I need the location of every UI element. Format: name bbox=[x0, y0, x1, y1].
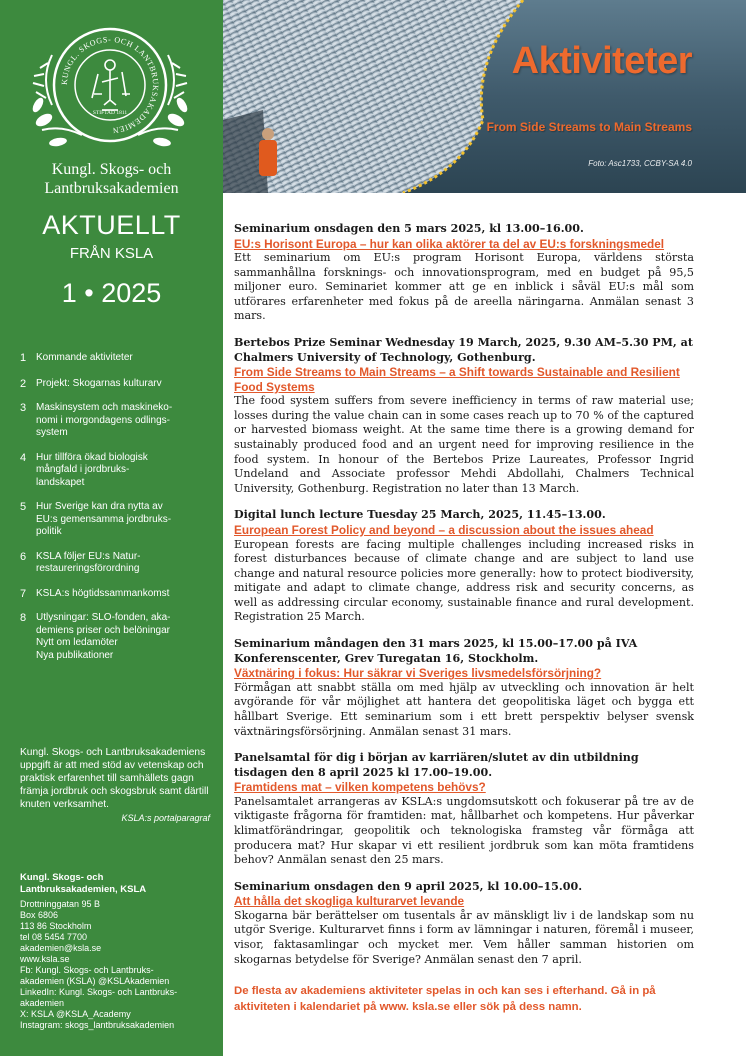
sidebar bbox=[0, 0, 223, 1056]
toc-item-number: 8 bbox=[20, 612, 27, 624]
event-title-link[interactable]: European Forest Policy and beyond – a discussion about the issues ahead bbox=[234, 523, 654, 537]
contact-line: akademien (KSLA) @KSLAkademien bbox=[20, 976, 170, 986]
contact-email-link[interactable]: akademien@ksla.se bbox=[20, 943, 102, 953]
contact-line: akademien bbox=[20, 998, 65, 1008]
event-header: Digital lunch lecture Tuesday 25 March, 2025, 11.45–13.00. bbox=[234, 508, 606, 522]
contact-line: 113 86 Stockholm bbox=[20, 921, 92, 931]
event-description: Panelsamtalet arrangeras av KSLA:s ungdomsutskott och fokuserar på tre av de viktigaste frågorna för framtiden: mat, hållbarhet och kompetens. Hur påverkar klimatförändringar, geopolitik och teknologiska framsteg vår förmåga att producera mat? Hur skapar vi ett resilient jordbruk som kan möta framtidens behov? Anmälan senast den 25 mars. bbox=[234, 794, 694, 867]
event-item bbox=[234, 336, 694, 496]
mission-statement bbox=[20, 746, 210, 825]
toc-item-number: 6 bbox=[20, 550, 27, 563]
event-description: Ett seminarium om EU:s program Horisont Europa, världens största sammanhållna forsknings- och innovationsprogram, med en budget på 95,5 miljoner euro. Seminariet kommer att ge en inblick i såväl EU:s mål som utförares erfarenheter med fokus på de areella näringarna. Anmälan senast 3 mars. bbox=[234, 251, 694, 323]
toc-item bbox=[20, 452, 220, 490]
contact-line: Instagram: skogs_lantbruksakademien bbox=[20, 1020, 175, 1030]
toc-item-text: Kommande aktiviteter bbox=[36, 352, 133, 363]
event-header: Seminarium måndagen den 31 mars 2025, kl 15.00–17.00 på IVA Konferenscenter, Grev Turegatan 16, Stockholm. bbox=[234, 637, 638, 665]
mission-source: KSLA:s portalparagraf bbox=[121, 813, 210, 823]
toc-item-number: 7 bbox=[20, 587, 27, 600]
event-title-link[interactable]: Att hålla det skogliga kulturarvet levande bbox=[234, 894, 465, 909]
contact-line: X: KSLA @KSLA_Academy bbox=[20, 1009, 131, 1019]
toc-item-number: 5 bbox=[20, 501, 27, 513]
toc-item-number: 3 bbox=[20, 402, 27, 414]
toc-item-text: Hur tillföra ökad biologisk mångfald i jordbruks- landskapet bbox=[36, 451, 148, 488]
academy-name-line-1: Kungl. Skogs- och bbox=[51, 161, 172, 178]
toc-item-text: Projekt: Skogarnas kulturarv bbox=[36, 377, 162, 389]
contact-line: LinkedIn: Kungl. Skogs- och Lantbruks- bbox=[20, 987, 178, 997]
issue-number: 1 • 2025 bbox=[61, 278, 162, 308]
contact-name: Kungl. Skogs- och Lantbruksakademien, KSLA bbox=[20, 872, 147, 895]
event-item bbox=[234, 751, 694, 868]
seal-ring-text: KUNGL. SKOGS- OCH LANTBRUKSAKADEMIEN bbox=[59, 34, 161, 136]
toc-item bbox=[20, 588, 220, 601]
event-description: Skogarna bär berättelser om tusentals år av mänskligt liv i de landskap som nu utgör Sverige. Kulturarvet finns i form av lämningar i naturen, föremål i museer, visor, faktasamlingar och mycket mer. Vem håller samman historien om skogarnas betydelse för Sverige? Anmälan senast den 7 april. bbox=[234, 908, 694, 966]
toc-item bbox=[20, 612, 220, 662]
event-title-link[interactable]: Växtnäring i fokus: Hur säkrar vi Sveriges livsmedelsförsörjning? bbox=[234, 666, 602, 681]
contact-website-link[interactable]: www.ksla.se bbox=[20, 954, 70, 964]
header-subtitle: From Side Streams to Main Streams bbox=[486, 120, 692, 134]
toc-item bbox=[20, 501, 220, 539]
header-photo bbox=[223, 0, 746, 193]
toc-item bbox=[20, 378, 220, 391]
event-title-link[interactable]: EU:s Horisont Europa – hur kan olika aktörer ta del av EU:s forskningsmedel bbox=[234, 236, 665, 251]
header-title: Aktiviteter bbox=[511, 40, 692, 82]
event-description: Förmågan att snabbt ställa om med hjälp av utveckling och innovation är helt avgörande för vår möjlighet att hantera det geopolitiska läget och bygga ett hållbart Sverige. Ett seminarium som i ett brett perspektiv belyser svensk växtnäringsförsörjning. Anmälan senast 31 mars. bbox=[234, 680, 694, 738]
event-header: Panelsamtal för dig i början av karriären/slutet av din utbildning tisdagen den 8 april 2025 kl 17.00–19.00. bbox=[234, 751, 639, 779]
event-header: Seminarium onsdagen den 9 april 2025, kl 10.00–15.00. bbox=[234, 879, 583, 893]
table-of-contents bbox=[20, 350, 220, 662]
academy-name-line-2: Lantbruksakademien bbox=[44, 180, 179, 197]
contact-phone: tel 08 5454 7700 bbox=[20, 932, 88, 942]
event-item bbox=[234, 637, 694, 739]
toc-item bbox=[20, 551, 220, 576]
toc-item-number: 1 bbox=[20, 352, 27, 364]
event-description: The food system suffers from severe inefficiency in terms of raw material use; losses during the value chain can in some cases reach up to 70 % of the captured or harvested biomass weight. At the same time there is a growing demand for sustainably produced food and an urgent need for improving resilience in the food system. In honour of the Bertebos Prize Laureates, Professor Ingrid Undeland and Associate professor Mehdi Abdollahi, Chalmers Technical University, Gothenburg. Registration no later than 13 March. bbox=[234, 394, 694, 495]
toc-item-text: Maskinsystem och maskineko- nomi i morgondagens odlings- system bbox=[36, 402, 173, 438]
toc-item-text: KSLA följer EU:s Natur- restaureringsförordning bbox=[36, 550, 141, 574]
event-item bbox=[234, 880, 694, 967]
event-header: Seminarium onsdagen den 5 mars 2025, kl 13.00–16.00. bbox=[234, 222, 584, 235]
toc-item-text: Hur Sverige kan dra nytta av EU:s gemensamma jordbruks- politik bbox=[36, 501, 172, 537]
toc-item-text: Utlysningar: SLO-fonden, aka- demiens priser och belöningar Nytt om ledamöter Nya publikationer bbox=[36, 612, 171, 661]
contact-line: Fb: Kungl. Skogs- och Lantbruks- bbox=[20, 965, 154, 975]
photo-credit: Foto: Asc1733, CCBY-SA 4.0 bbox=[588, 159, 692, 168]
recordings-note: De flesta av akademiens aktiviteter spelas in och kan ses i efterhand. Gå in på aktiviteten i kalendariet på www. ksla.se eller sök på dess namn. bbox=[234, 985, 656, 1014]
contact-line: Box 6806 bbox=[20, 910, 59, 920]
toc-item-number: 2 bbox=[20, 377, 27, 390]
toc-item bbox=[20, 402, 220, 440]
event-header: Bertebos Prize Seminar Wednesday 19 March, 2025, 9.30 AM–5.30 PM, at Chalmers University of Technology, Gothenburg. bbox=[234, 336, 693, 364]
ksla-seal-logo bbox=[22, 10, 198, 160]
event-title-link[interactable]: From Side Streams to Main Streams – a Shift towards Sustainable and Resilient Food Systems bbox=[234, 365, 680, 394]
event-item bbox=[234, 508, 694, 625]
contact-line: Drottninggatan 95 B bbox=[20, 899, 101, 909]
event-description: European forests are facing multiple challenges including increased risks in forest disturbances because of climate change and are subject to land use change and natural resource policies more generally: how to protect biodiversity, mitigate and adapt to climate change, address risk and security concerns, as well as addressing circular economy, sustainable finance and rural development. Registration 25 March. bbox=[234, 537, 694, 624]
seal-founded-text: STIFTAD 1811 bbox=[92, 110, 128, 116]
toc-item-number: 4 bbox=[20, 451, 27, 464]
event-item bbox=[234, 222, 694, 324]
newsletter-title: AKTUELLT bbox=[42, 210, 181, 240]
events-list bbox=[234, 222, 694, 1015]
contact-block bbox=[20, 872, 220, 1031]
newsletter-subtitle: FRÅN KSLA bbox=[69, 245, 154, 262]
toc-item-text: KSLA:s högtidssammankomst bbox=[36, 587, 170, 599]
toc-item bbox=[20, 352, 220, 365]
mission-text: Kungl. Skogs- och Lantbruksakademiens uppgift är att med stöd av vetenskap och praktisk erfarenhet till samhällets gagn främja jordbruk och skogsbruk samt därtill knuten verksamhet. bbox=[20, 747, 209, 810]
event-title-link[interactable]: Framtidens mat – vilken kompetens behövs? bbox=[234, 780, 486, 795]
